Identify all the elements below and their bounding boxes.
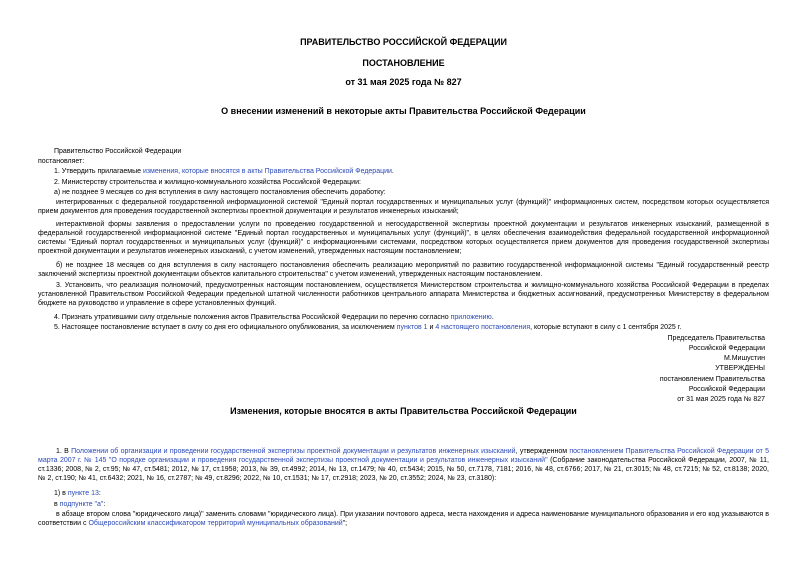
change-1-1-a-end: :	[103, 501, 106, 508]
change-1-1-end: :	[98, 490, 101, 497]
change-1-sources: (Собрание законодательства Российской Федерации, 2007, № 11, ст.1336; 2008, № 2, ст.95; № 47, ст.5481; 2012, № 17, ст.1958; 2013, № 39, ст.4992; 2014, № 13, ст.1479; № 40, ст.5434; 2015, № 50, ст.7178, 7181; 2016, № 48, ст.6766; 2017, № 21, ст.3015; № 48, ст.7215; № 52, ст.8138; 2020, № 2, ст.190; № 41, ст.6432; 2021, № 16, ст.2787; № 49, ст.8296; 2022, № 10, ст.1531; № 17, ст.2918; 2023, № 20, ст.3552; 2024, № 23, ст.3180):	[38, 457, 769, 482]
regulation-link[interactable]: Положении об организации и проведении государственной экспертизы проектной документации и результатов инженерных изысканий	[71, 448, 516, 455]
paragraph-2a: а) не позднее 9 месяцев со дня вступления в силу настоящего постановления обеспечить доработку:	[54, 189, 386, 196]
intro-line-2: постановляет:	[38, 158, 85, 165]
decree-link[interactable]: постановлением Правительства Российской Федерации от 5 марта 2007 г. № 145 "О порядке организации и проведения государственной экспертизы проектной документации и результатов инженерных изысканий"	[38, 448, 769, 464]
paragraph-5	[54, 323, 681, 332]
replacement-text: в абзаце втором слова "юридического лица)" заменить словами "юридического лица). При указании почтового адреса, места нахождения и адреса наименование муниципального образования и его код указываются в соответствии с	[38, 511, 769, 527]
paragraph-5-end: , которые вступают в силу с 1 сентября 2025 г.	[530, 324, 682, 331]
paragraph-2: 2. Министерству строительства и жилищно-коммунального хозяйства Российской Федерации:	[54, 179, 361, 186]
paragraph-2a-1: интегрированных с федеральной государственной информационной системой "Единый портал государственных и муниципальных услуг (функций)" информационных систем, посредством которых осуществляется прием документов для проведения государственной экспертизы проектной документации и результатов инженерных изысканий;	[38, 199, 769, 215]
paragraph-1	[54, 167, 394, 176]
approval-line-3: Российской Федерации	[688, 386, 765, 393]
paragraph-1-text: 1. Утвердить прилагаемые	[54, 168, 143, 175]
appendix-link[interactable]: приложению	[450, 314, 492, 321]
points-1-link[interactable]: пунктов 1	[396, 324, 428, 331]
intro-line-1: Правительство Российской Федерации	[54, 148, 182, 155]
change-1-1-a-text: в	[54, 501, 60, 508]
change-1-text: 1. В	[56, 448, 72, 455]
document-type: ПОСТАНОВЛЕНИЕ	[362, 58, 445, 68]
approval-line-4: от 31 мая 2025 года № 827	[677, 396, 765, 403]
point-13-link[interactable]: пункте 13	[67, 490, 99, 497]
paragraph-5-text: 5. Настоящее постановление вступает в силу со дня его официального опубликования, за исключением	[54, 324, 397, 331]
document-title: О внесении изменений в некоторые акты Правительства Российской Федерации	[221, 106, 586, 116]
signature-line-1: Председатель Правительства	[667, 335, 765, 342]
classifier-link[interactable]: Общероссийским классификатором территорий муниципальных образований	[88, 520, 343, 527]
approval-line-2: постановлением Правительства	[659, 376, 765, 383]
change-1-1-a-text-block	[38, 510, 769, 528]
paragraph-4	[54, 313, 494, 322]
paragraph-4-end: .	[491, 314, 494, 321]
date-number: от 31 мая 2025 года № 827	[345, 77, 462, 87]
change-1-1	[54, 489, 101, 498]
changes-title: Изменения, которые вносятся в акты Правительства Российской Федерации	[230, 406, 577, 416]
paragraph-5-mid: и	[427, 324, 436, 331]
paragraph-2b: б) не позднее 18 месяцев со дня вступления в силу настоящего постановления обеспечить реализацию мероприятий по развитию государственной информационной системы "Единый государственный реестр заключений экспертизы проектной документации объектов капитального строительства" с учетом изменений, утвержденных настоящим постановлением.	[38, 262, 769, 278]
signature-name: М.Мишустин	[723, 355, 765, 362]
change-1-mid: , утвержденном	[515, 448, 570, 455]
paragraph-1-end: .	[391, 168, 394, 175]
signature-line-2: Российской Федерации	[688, 345, 765, 352]
point-4-link[interactable]: 4 настоящего постановления	[435, 324, 531, 331]
change-1-1-text: 1) в	[54, 490, 68, 497]
paragraph-3: 3. Установить, что реализация полномочий, предусмотренных настоящим постановлением, осуществляется Министерством строительства и жилищно-коммунального хозяйства Российской Федерации в пределах установленной Правительством Российской Федерации предельной штатной численности работников центрального аппарата Министерства и бюджетных ассигнований, предусмотренных Министерству в федеральном бюджете на руководство и управление в сфере установленных функций.	[38, 282, 769, 307]
change-1-1-a	[54, 500, 105, 509]
government-heading: ПРАВИТЕЛЬСТВО РОССИЙСКОЙ ФЕДЕРАЦИИ	[300, 37, 507, 47]
paragraph-2a-2: интерактивной формы заявления о предоставлении услуги по проведению государственной и негосударственной экспертизы проектной документации и результатов инженерных изысканий, размещенной в федеральной государственной информационной системе "Единый портал государственных и муниципальных услуг (функций)", в целях обеспечения взаимодействия федеральной государственной информационной системы "Единый портал государственных и муниципальных услуг (функций)" с информационными системами, посредством которых осуществляется прием документов для проведения государственной экспертизы проектной документации и результатов инженерных изысканий, с учетом изменений, утвержденных настоящим постановлением;	[38, 221, 769, 255]
replacement-text-end: ";	[342, 520, 348, 527]
subpoint-a-link[interactable]: подпункте "а"	[59, 501, 104, 508]
approval-line-1: УТВЕРЖДЕНЫ	[715, 365, 765, 372]
change-1	[38, 447, 769, 483]
paragraph-4-text: 4. Признать утратившими силу отдельные положения актов Правительства Российской Федерации по перечню согласно	[54, 314, 451, 321]
changes-link[interactable]: изменения, которые вносятся в акты Правительства Российской Федерации	[142, 168, 392, 175]
